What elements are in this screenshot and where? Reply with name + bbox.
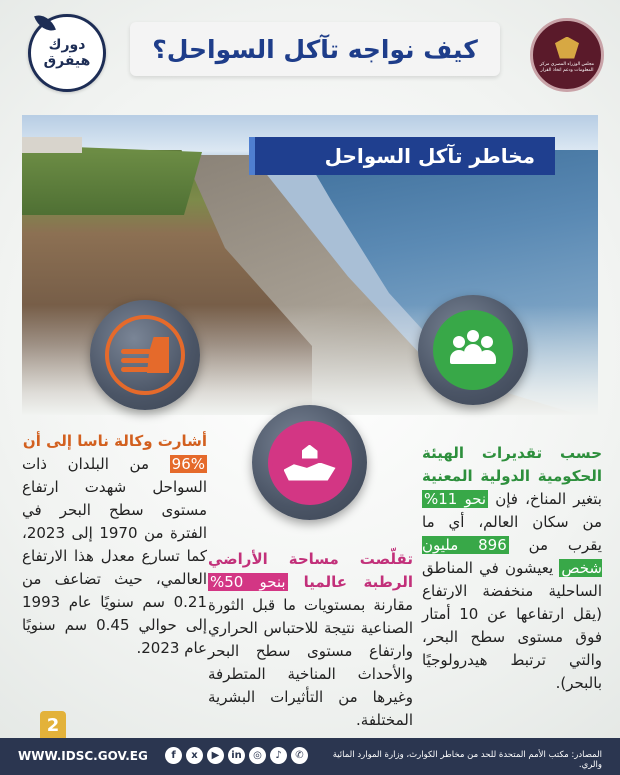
logo-left-line2: هيفرق bbox=[43, 53, 91, 69]
grass-top bbox=[22, 145, 202, 215]
x-icon[interactable]: x bbox=[186, 747, 203, 764]
whatsapp-icon[interactable]: ✆ bbox=[291, 747, 308, 764]
dorak-hayfre2-logo bbox=[28, 14, 106, 92]
ipcc-body-3: يعيشون في المناطق الساحلية منخفضة الارتفاع (يقل ارتفاعها عن 10 أمتار فوق مستوى سطح البحر، والتي ترتبط هيدرولوجيًا بالبحر). bbox=[422, 559, 603, 692]
wetlands-body: مقارنة بمستويات ما قبل الثورة الصناعية نتيجة للاحتباس الحراري وارتفاع مستوى سطح البحر والأحداث المناخية المتطرفة وغيرها من التأثيرات البشرية المختلفة. bbox=[208, 596, 413, 729]
idsc-logo-text: مجلس الوزراء المصري مركز المعلومات ودعم اتخاذ القرار bbox=[539, 61, 595, 73]
eroded-land-icon bbox=[284, 443, 336, 483]
banner-text: مخاطر تآكل السواحل bbox=[324, 144, 535, 168]
social-icons bbox=[165, 747, 308, 764]
nasa-heading: أشارت وكالة ناسا إلى أن bbox=[22, 432, 207, 450]
ipcc-highlight-2: 896 مليون شخص bbox=[422, 536, 602, 577]
ipcc-body-2: من سكان العالم، أي ما يقرب من bbox=[422, 513, 602, 554]
distant-houses bbox=[22, 137, 82, 153]
sources-text: المصادر: مكتب الأمم المتحدة للحد من مخاطر الكوارث، وزارة الموارد المائية والري. bbox=[332, 750, 602, 770]
ipcc-body-1: بتغير المناخ، فإن bbox=[495, 490, 602, 508]
population-ring bbox=[433, 310, 513, 390]
wetlands-text-block bbox=[208, 548, 413, 732]
ipcc-highlight-1: نحو 11% bbox=[424, 490, 487, 508]
wetlands-highlight: بنحو 50% bbox=[210, 573, 286, 591]
nasa-highlight: 96% bbox=[171, 455, 205, 473]
title-box bbox=[130, 22, 500, 76]
people-icon bbox=[450, 330, 496, 370]
ipcc-text-block bbox=[422, 442, 602, 695]
idsc-logo bbox=[530, 18, 604, 92]
wetlands-ring bbox=[268, 421, 352, 505]
nasa-body: من البلدان ذات السواحل شهدت ارتفاع مستوى سطح البحر في الفترة من 1970 إلى 2023، كما تسارع معدل هذا الارتفاع العالمي، حيث تضاعف من 0.21 سم سنويًا عام 1993 إلى حوالي 0.45 سم سنويًا عام 2023. bbox=[22, 455, 207, 657]
facebook-icon[interactable]: f bbox=[165, 747, 182, 764]
eagle-icon bbox=[555, 37, 579, 59]
page-title: كيف نواجه تآكل السواحل؟ bbox=[152, 34, 478, 64]
wetlands-heading: تقلّصت مساحة الأراضي الرطبة عالميا bbox=[208, 550, 413, 591]
instagram-icon[interactable]: ◎ bbox=[249, 747, 266, 764]
website-link[interactable]: WWW.IDSC.GOV.EG bbox=[18, 749, 148, 763]
sea-level-ring bbox=[105, 315, 185, 395]
ipcc-heading: حسب تقديرات الهيئة الحكومية الدولية المعنية bbox=[422, 444, 602, 485]
tiktok-icon[interactable]: ♪ bbox=[270, 747, 287, 764]
sea-level-circle bbox=[90, 300, 200, 410]
page-number: 2 bbox=[40, 711, 66, 739]
youtube-icon[interactable]: ▶ bbox=[207, 747, 224, 764]
linkedin-icon[interactable]: in bbox=[228, 747, 245, 764]
wetlands-circle bbox=[252, 405, 367, 520]
footer-bar bbox=[0, 738, 620, 775]
rising-sea-icon bbox=[121, 337, 169, 373]
logo-left-line1: دورك bbox=[48, 37, 86, 53]
population-circle bbox=[418, 295, 528, 405]
nasa-text-block bbox=[22, 430, 207, 660]
section-banner bbox=[255, 137, 555, 175]
